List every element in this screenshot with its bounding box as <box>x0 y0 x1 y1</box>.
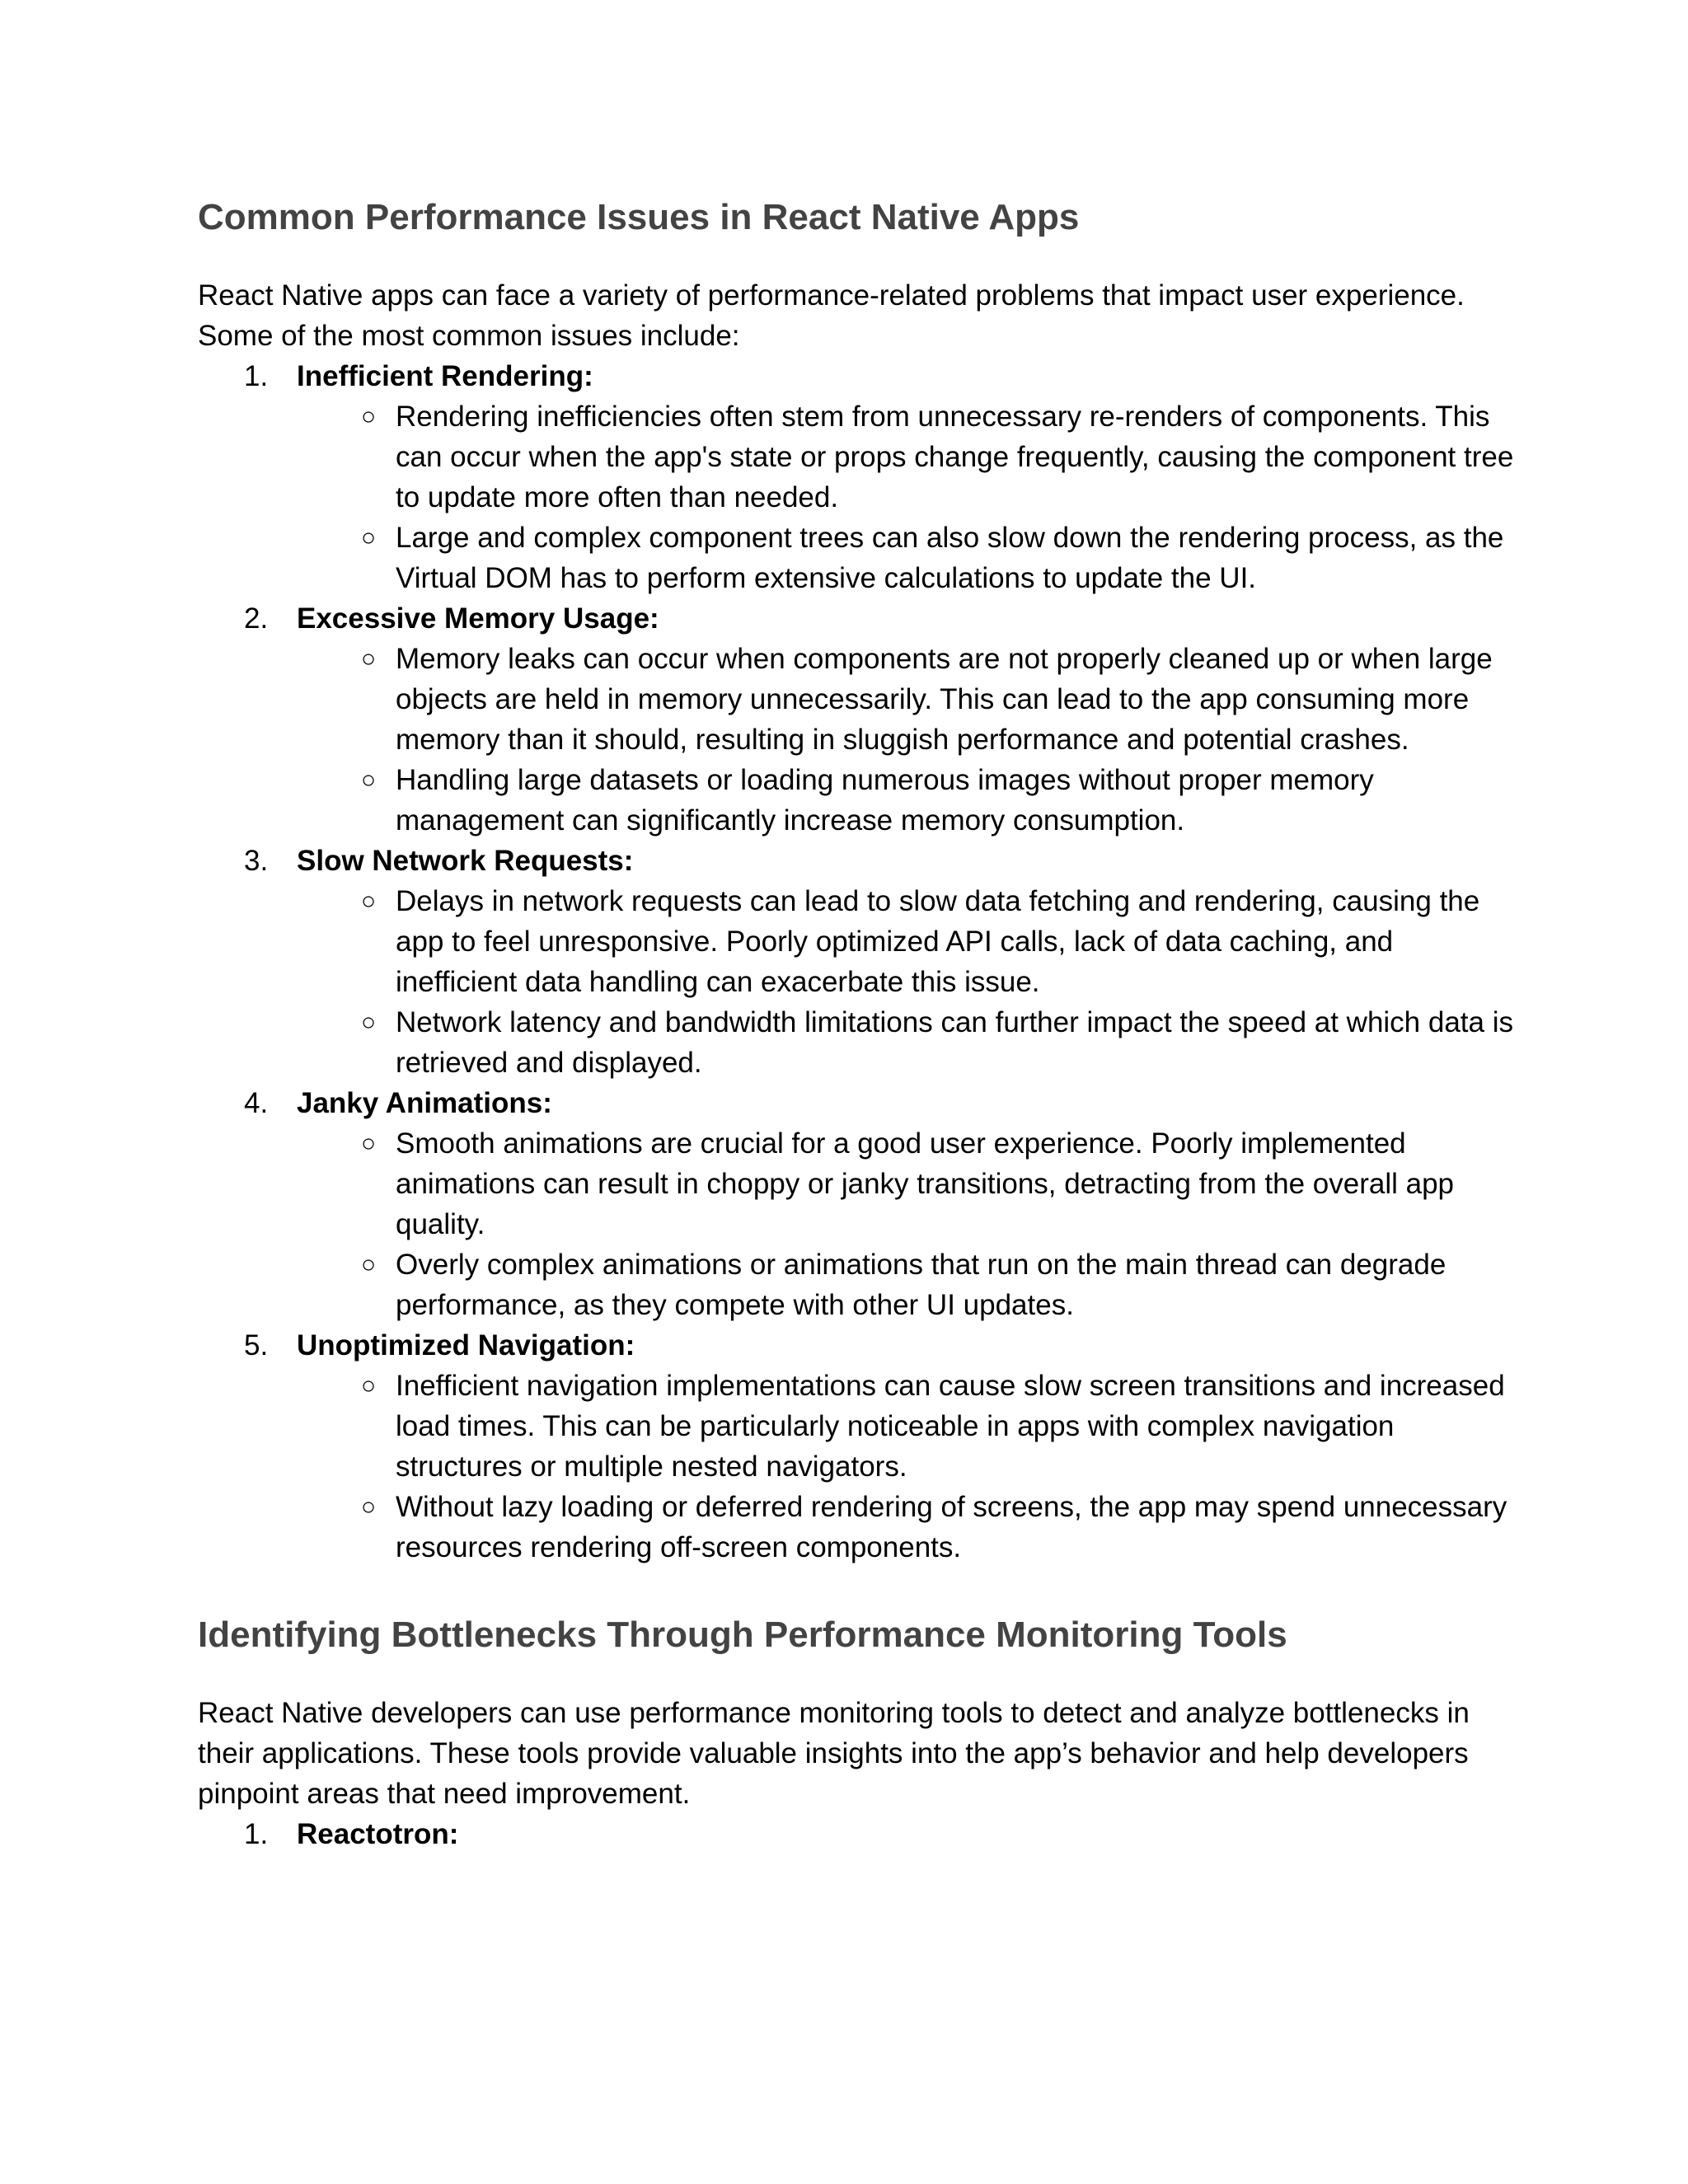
sub-bullet-text: Large and complex component trees can also slow down the rendering process, as the Virtual DOM has to perform extensive calculations to update the UI. <box>396 522 1504 594</box>
sub-bullet-list <box>297 1123 1517 1325</box>
sub-bullet-item <box>297 760 1517 841</box>
sub-bullet-item <box>297 396 1517 518</box>
sub-bullet-list <box>297 881 1517 1083</box>
sub-bullet-text: Inefficient navigation implementations can cause slow screen transitions and increased load times. This can be particularly noticeable in apps with complex navigation structures or multiple nested navigators. <box>396 1370 1505 1483</box>
performance-issues-list <box>198 356 1517 1568</box>
list-item-inefficient-rendering <box>198 356 1517 598</box>
sub-bullet-item <box>297 1244 1517 1325</box>
list-item-title: Inefficient Rendering: <box>297 360 593 392</box>
hollow-circle-bullet-icon: ○ <box>361 645 377 673</box>
sub-bullet-item <box>297 1487 1517 1568</box>
sub-bullet-item <box>297 639 1517 760</box>
hollow-circle-bullet-icon: ○ <box>361 888 377 915</box>
sub-bullet-item <box>297 1123 1517 1244</box>
sub-bullet-text: Rendering inefficiencies often stem from unnecessary re-renders of components. This can occur when the app's state or props change frequently, causing the component tree to update more often than needed. <box>396 401 1514 513</box>
hollow-circle-bullet-icon: ○ <box>361 1251 377 1278</box>
intro-paragraph: React Native apps can face a variety of performance-related problems that impact user experience. Some of the most common issues include: <box>198 279 1465 352</box>
list-item-slow-network-requests <box>198 841 1517 1083</box>
sub-bullet-text: Memory leaks can occur when components are not properly cleaned up or when large objects are held in memory unnecessarily. This can lead to the app consuming more memory than it should, resulting in sluggish performance and potential crashes. <box>396 643 1493 756</box>
sub-bullet-item <box>297 881 1517 1002</box>
list-item-janky-animations <box>198 1083 1517 1325</box>
sub-bullet-text: Overly complex animations or animations that run on the main thread can degrade performance, as they compete with other UI updates. <box>396 1249 1447 1321</box>
list-number: 4. <box>244 1087 269 1119</box>
list-item-reactotron <box>198 1814 1517 1854</box>
list-item-title: Janky Animations: <box>297 1087 552 1119</box>
hollow-circle-bullet-icon: ○ <box>361 403 377 430</box>
section-heading-identifying-bottlenecks: Identifying Bottlenecks Through Performance Monitoring Tools <box>198 1615 1287 1655</box>
sub-bullet-text: Without lazy loading or deferred rendering of screens, the app may spend unnecessary resources rendering off-screen components. <box>396 1491 1507 1563</box>
sub-bullet-text: Smooth animations are crucial for a good user experience. Poorly implemented animations can result in choppy or janky transitions, detracting from the overall app quality. <box>396 1127 1454 1240</box>
list-item-unoptimized-navigation <box>198 1325 1517 1568</box>
hollow-circle-bullet-icon: ○ <box>361 766 377 794</box>
hollow-circle-bullet-icon: ○ <box>361 524 377 551</box>
sub-bullet-list <box>297 1366 1517 1568</box>
sub-bullet-text: Network latency and bandwidth limitations can further impact the speed at which data is retrieved and displayed. <box>396 1006 1513 1079</box>
list-item-title: Unoptimized Navigation: <box>297 1329 635 1361</box>
monitoring-tools-list <box>198 1814 1517 1854</box>
list-number: 2. <box>244 602 269 635</box>
intro-paragraph: React Native developers can use performance monitoring tools to detect and analyze bottlenecks in their applications. These tools provide valuable insights into the app’s behavior and help developers pinpoint areas that need improvement. <box>198 1697 1470 1810</box>
list-item-title: Excessive Memory Usage: <box>297 602 659 635</box>
sub-bullet-text: Handling large datasets or loading numerous images without proper memory management can significantly increase memory consumption. <box>396 764 1374 837</box>
sub-bullet-item <box>297 1002 1517 1083</box>
sub-bullet-list <box>297 639 1517 841</box>
section-heading-performance-issues: Common Performance Issues in React Native Apps <box>198 197 1080 237</box>
list-number: 3. <box>244 845 269 877</box>
list-number: 5. <box>244 1329 269 1361</box>
document-page <box>198 190 1517 1854</box>
list-number: 1. <box>244 360 269 392</box>
hollow-circle-bullet-icon: ○ <box>361 1493 377 1521</box>
list-number: 1. <box>244 1818 269 1850</box>
hollow-circle-bullet-icon: ○ <box>361 1009 377 1036</box>
list-item-title: Reactotron: <box>297 1818 459 1850</box>
sub-bullet-item <box>297 518 1517 598</box>
sub-bullet-list <box>297 396 1517 598</box>
list-item-title: Slow Network Requests: <box>297 845 634 877</box>
hollow-circle-bullet-icon: ○ <box>361 1130 377 1157</box>
hollow-circle-bullet-icon: ○ <box>361 1372 377 1399</box>
list-item-excessive-memory-usage <box>198 598 1517 841</box>
sub-bullet-item <box>297 1366 1517 1487</box>
sub-bullet-text: Delays in network requests can lead to slow data fetching and rendering, causing the app to feel unresponsive. Poorly optimized API calls, lack of data caching, and inefficient data handling can exacerbate this issue. <box>396 885 1480 998</box>
